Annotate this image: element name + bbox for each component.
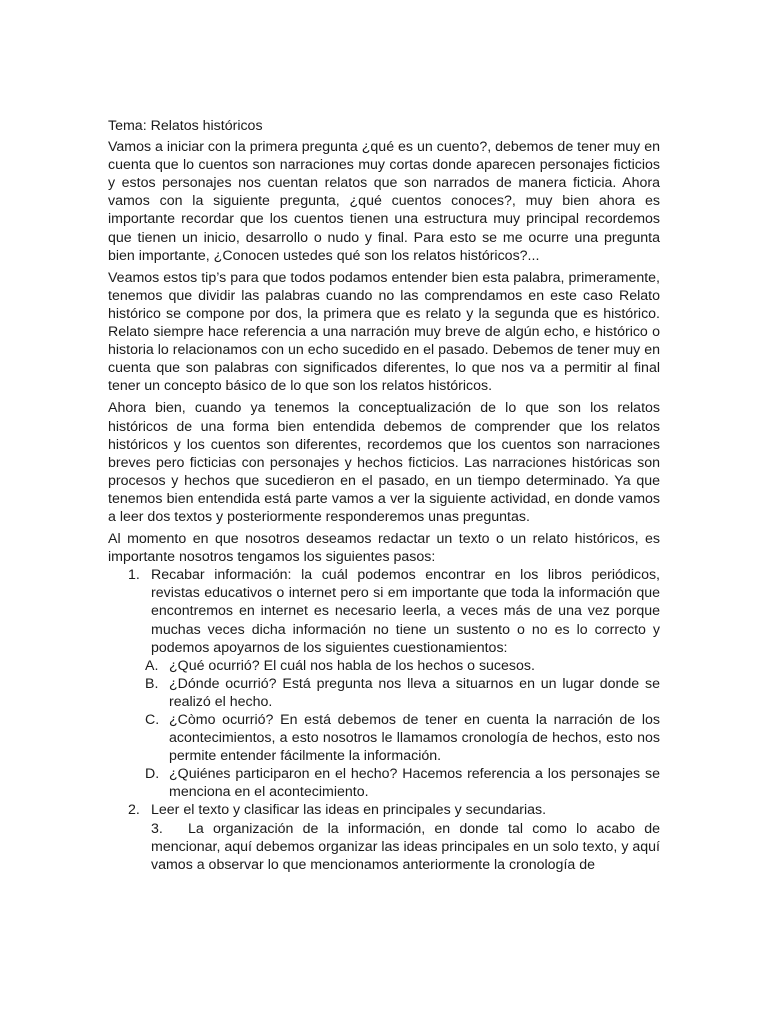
substep-letter: B. (145, 675, 159, 692)
steps-list (108, 566, 660, 656)
list-item (108, 675, 660, 711)
step-text: La organización de la información, en donde tal como lo acabo de mencionar, aquí debemos organizar las ideas principales en un solo texto, y aquí vamos a observar lo que mencionamos anteriormente la cronología de (151, 820, 660, 873)
substep-letter: D. (145, 766, 160, 783)
step-number: 1. (128, 567, 140, 584)
substeps-list (108, 657, 660, 802)
substep-text: ¿Còmo ocurrió? En está debemos de tener en cuenta la narración de los acontecimientos, a esto nosotros le llamamos cronología de hechos, esto nos permite entender fácilmente la información. (169, 712, 660, 765)
substep-letter: A. (145, 657, 159, 674)
list-item (108, 566, 660, 656)
list-item (108, 765, 660, 801)
list-item (108, 801, 660, 819)
document-page (108, 117, 660, 874)
paragraph-concept: Ahora bien, cuando ya tenemos la conceptualización de lo que son los relatos históricos de una forma bien entendida debemos de comprender que los relatos históricos y los cuentos son diferentes, recordemos que los cuentos son narraciones breves pero ficticias con personajes y hechos ficticios. Las narraciones históricas son procesos y hechos que sucedieron en el pasado, en un tiempo determinado. Ya que tenemos bien entendida está parte vamos a ver la siguiente actividad, en donde vamos a leer dos textos y posteriormente responderemos unas preguntas. (108, 400, 660, 525)
step-three (108, 820, 660, 874)
step-text: Leer el texto y clasificar las ideas en principales y secundarias. (151, 802, 547, 819)
paragraph-intro: Vamos a iniciar con la primera pregunta ¿qué es un cuento?, debemos de tener muy en cuenta que lo cuentos son narraciones muy cortas donde aparecen personajes ficticios y estos personajes nos cuentan relatos que son narrados de manera ficticia. Ahora vamos con la siguiente pregunta, ¿qué cuentos conoces?, muy bien ahora es importante recordar que los cuentos tienen una estructura muy principal recordemos que tienen un inicio, desarrollo o nudo y final. Para esto se me ocurre una pregunta bien importante, ¿Conocen ustedes qué son los relatos históricos?... (108, 139, 660, 264)
substep-text: ¿Quiénes participaron en el hecho? Hacemos referencia a los personajes se menciona en el acontecimiento. (169, 766, 660, 801)
substep-letter: C. (145, 712, 160, 728)
step-number: 2. (128, 802, 140, 819)
paragraph-steps-intro: Al momento en que nosotros deseamos redactar un texto o un relato históricos, es importante nosotros tengamos los siguientes pasos: (108, 531, 660, 566)
paragraph-tips: Veamos estos tip’s para que todos podamos entender bien esta palabra, primeramente, tenemos que dividir las palabras cuando no las comprendamos en este caso Relato histórico se compone por dos, la primera que es relato y la segunda que es histórico. Relato siempre hace referencia a una narración muy breve de algún echo, e histórico o historia lo relacionamos con un echo sucedido en el pasado. Debemos de tener muy en cuenta que son palabras con significados diferentes, lo que nos va a permitir al final tener un concepto básico de lo que son los relatos históricos. (108, 269, 660, 395)
steps-list-continued (108, 801, 660, 819)
list-item (108, 711, 660, 765)
list-item (108, 657, 660, 675)
step-text: Recabar información: la cuál podemos encontrar en los libros periódicos, revistas educativos o internet pero si em importante que toda la información que encontremos en internet es necesario leerla, a veces más de una vez porque muchas veces dicha información no tiene un sustento o no es lo correcto y podemos apoyarnos de los siguientes cuestionamientos: (151, 567, 660, 656)
step-number: 3. (151, 820, 163, 837)
substep-text: ¿Dónde ocurrió? Está pregunta nos lleva a situarnos en un lugar donde se realizó el hecho. (169, 675, 660, 710)
substep-text: ¿Qué ocurrió? El cuál nos habla de los hechos o sucesos. (169, 657, 535, 674)
document-title: Tema: Relatos históricos (108, 118, 263, 134)
